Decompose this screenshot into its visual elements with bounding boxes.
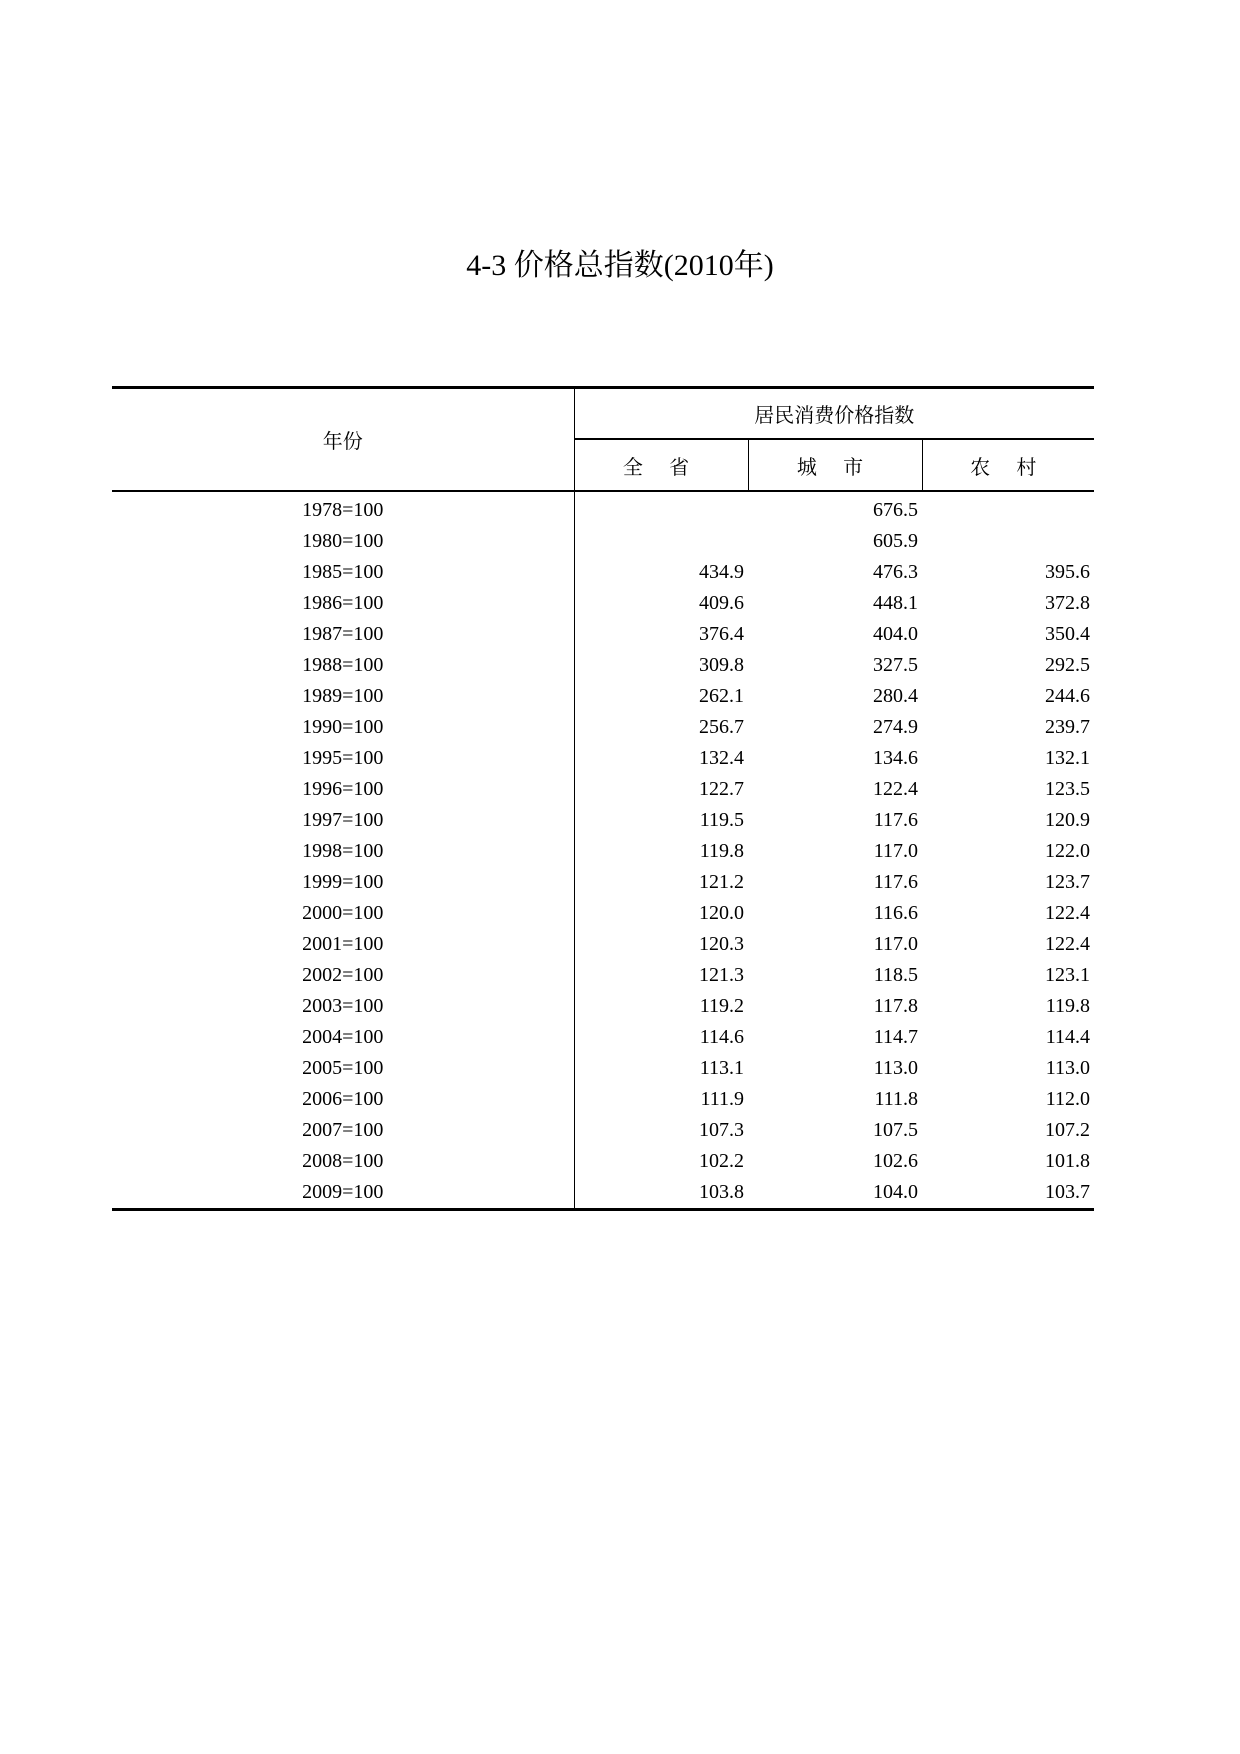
city-value-cell: 280.4 xyxy=(873,685,918,707)
province-value-cell: 120.3 xyxy=(699,933,744,955)
year-cell: 1997=100 xyxy=(112,805,574,836)
province-column-header: 全 省 xyxy=(574,439,748,491)
province-value-cell: 122.7 xyxy=(699,778,744,800)
rural-value-cell: 113.0 xyxy=(1045,1057,1090,1079)
table-row xyxy=(112,836,1094,867)
province-value-cell: 114.6 xyxy=(699,1026,744,1048)
table-row xyxy=(112,491,1094,526)
province-value-cell: 256.7 xyxy=(699,716,744,738)
rural-value-cell: 107.2 xyxy=(1045,1119,1090,1141)
year-cell: 1978=100 xyxy=(112,491,574,526)
province-value-cell: 111.9 xyxy=(700,1088,744,1110)
city-value-cell: 404.0 xyxy=(873,623,918,645)
rural-value-cell: 122.4 xyxy=(1045,933,1090,955)
city-value-cell: 448.1 xyxy=(873,592,918,614)
province-value-cell xyxy=(574,526,748,557)
year-cell: 1989=100 xyxy=(112,681,574,712)
city-value-cell: 114.7 xyxy=(873,1026,918,1048)
year-cell: 1988=100 xyxy=(112,650,574,681)
table-row xyxy=(112,1177,1094,1210)
table-row xyxy=(112,619,1094,650)
rural-value-cell: 132.1 xyxy=(1045,747,1090,769)
rural-value-cell: 120.9 xyxy=(1045,809,1090,831)
city-column-header: 城 市 xyxy=(748,439,922,491)
table-row xyxy=(112,1146,1094,1177)
province-value-cell: 309.8 xyxy=(699,654,744,676)
year-cell: 2009=100 xyxy=(112,1177,574,1210)
table-row xyxy=(112,898,1094,929)
city-value-cell: 118.5 xyxy=(873,964,918,986)
table-body xyxy=(112,491,1094,1210)
table-row xyxy=(112,588,1094,619)
rural-value-cell: 112.0 xyxy=(1045,1088,1090,1110)
table-row xyxy=(112,526,1094,557)
year-cell: 1980=100 xyxy=(112,526,574,557)
city-value-cell: 117.0 xyxy=(873,933,918,955)
rural-value-cell: 123.5 xyxy=(1045,778,1090,800)
year-cell: 1998=100 xyxy=(112,836,574,867)
year-cell: 1985=100 xyxy=(112,557,574,588)
rural-value-cell: 103.7 xyxy=(922,1177,1094,1210)
rural-value-cell: 114.4 xyxy=(1045,1026,1090,1048)
rural-value-cell: 244.6 xyxy=(1045,685,1090,707)
table-row xyxy=(112,867,1094,898)
rural-value-cell: 123.7 xyxy=(1045,871,1090,893)
province-value-cell: 121.3 xyxy=(699,964,744,986)
year-cell: 1986=100 xyxy=(112,588,574,619)
table-row xyxy=(112,1115,1094,1146)
city-value-cell: 102.6 xyxy=(873,1150,918,1172)
province-value-cell: 409.6 xyxy=(699,592,744,614)
city-value-cell: 117.6 xyxy=(873,809,918,831)
rural-value-cell: 292.5 xyxy=(1045,654,1090,676)
province-value-cell: 434.9 xyxy=(699,561,744,583)
rural-value-cell: 395.6 xyxy=(1045,561,1090,583)
table-row xyxy=(112,1053,1094,1084)
table-row xyxy=(112,557,1094,588)
province-value-cell: 113.1 xyxy=(699,1057,744,1079)
city-value-cell: 122.4 xyxy=(873,778,918,800)
province-value-cell: 262.1 xyxy=(699,685,744,707)
city-value-cell: 676.5 xyxy=(873,499,918,521)
province-value-cell: 120.0 xyxy=(699,902,744,924)
rural-value-cell: 122.4 xyxy=(1045,902,1090,924)
page-title: 4-3 价格总指数(2010年) xyxy=(466,249,774,282)
year-cell: 2004=100 xyxy=(112,1022,574,1053)
province-value-cell xyxy=(574,491,748,526)
table-header xyxy=(112,388,1094,492)
year-cell: 1995=100 xyxy=(112,743,574,774)
city-value-cell: 117.8 xyxy=(873,995,918,1017)
city-value-cell: 327.5 xyxy=(873,654,918,676)
city-value-cell: 116.6 xyxy=(873,902,918,924)
rural-value-cell xyxy=(922,526,1094,557)
year-cell: 1987=100 xyxy=(112,619,574,650)
province-value-cell: 107.3 xyxy=(699,1119,744,1141)
rural-value-cell: 350.4 xyxy=(1045,623,1090,645)
city-value-cell: 476.3 xyxy=(873,561,918,583)
year-column-header: 年份 xyxy=(112,388,574,492)
year-cell: 2001=100 xyxy=(112,929,574,960)
province-value-cell: 132.4 xyxy=(699,747,744,769)
year-cell: 2006=100 xyxy=(112,1084,574,1115)
rural-value-cell: 119.8 xyxy=(1045,995,1090,1017)
rural-value-cell: 122.0 xyxy=(1045,840,1090,862)
city-value-cell: 274.9 xyxy=(873,716,918,738)
year-cell: 1999=100 xyxy=(112,867,574,898)
province-value-cell: 119.8 xyxy=(699,840,744,862)
year-cell: 2003=100 xyxy=(112,991,574,1022)
city-value-cell: 117.6 xyxy=(873,871,918,893)
year-cell: 1990=100 xyxy=(112,712,574,743)
city-value-cell: 111.8 xyxy=(874,1088,918,1110)
table-row xyxy=(112,960,1094,991)
city-value-cell: 104.0 xyxy=(748,1177,922,1210)
table-row xyxy=(112,805,1094,836)
price-index-table xyxy=(112,386,1094,1211)
table-row xyxy=(112,743,1094,774)
province-value-cell: 102.2 xyxy=(699,1150,744,1172)
cpi-group-header: 居民消费价格指数 xyxy=(574,388,1094,440)
rural-value-cell: 239.7 xyxy=(1045,716,1090,738)
province-value-cell: 376.4 xyxy=(699,623,744,645)
year-cell: 2007=100 xyxy=(112,1115,574,1146)
rural-value-cell: 101.8 xyxy=(1045,1150,1090,1172)
rural-value-cell: 372.8 xyxy=(1045,592,1090,614)
year-cell: 2000=100 xyxy=(112,898,574,929)
rural-value-cell: 123.1 xyxy=(1045,964,1090,986)
table-row xyxy=(112,681,1094,712)
year-cell: 1996=100 xyxy=(112,774,574,805)
province-value-cell: 119.2 xyxy=(699,995,744,1017)
table-row xyxy=(112,1022,1094,1053)
table-row xyxy=(112,712,1094,743)
city-value-cell: 605.9 xyxy=(873,530,918,552)
table-row xyxy=(112,650,1094,681)
year-cell: 2005=100 xyxy=(112,1053,574,1084)
rural-value-cell xyxy=(922,491,1094,526)
province-value-cell: 121.2 xyxy=(699,871,744,893)
year-cell: 2002=100 xyxy=(112,960,574,991)
rural-column-header: 农 村 xyxy=(922,439,1094,491)
table-row xyxy=(112,774,1094,805)
city-value-cell: 113.0 xyxy=(873,1057,918,1079)
table-row xyxy=(112,929,1094,960)
table-row xyxy=(112,991,1094,1022)
city-value-cell: 134.6 xyxy=(873,747,918,769)
year-cell: 2008=100 xyxy=(112,1146,574,1177)
city-value-cell: 107.5 xyxy=(873,1119,918,1141)
province-value-cell: 119.5 xyxy=(699,809,744,831)
table-row xyxy=(112,1084,1094,1115)
city-value-cell: 117.0 xyxy=(873,840,918,862)
province-value-cell: 103.8 xyxy=(574,1177,748,1210)
